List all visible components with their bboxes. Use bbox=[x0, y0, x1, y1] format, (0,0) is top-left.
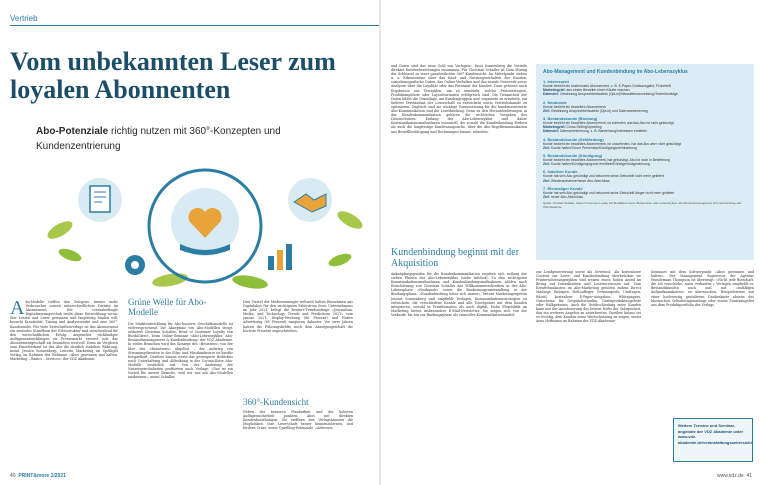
right-column-3 bbox=[651, 270, 754, 412]
left-column-3b bbox=[243, 410, 353, 470]
infobox-item-desc: Kunde hat sein Abo gekündigt und bekommt seine Zeitschrift nicht mehr geliefert bbox=[543, 174, 665, 179]
left-col1-text: bo-Modelle treffen den Zeitgeist. Immer mehr Verbraucher nutzen unterschiedlichste Dienste im Abonnement. Der coronabedingte Digitalisierungsschub treibt diese Entwicklung voran. Wer Lesern und Leser gewinnen und langfristig binden will, braucht Kreativität, Timing und Analysestärke und eine 360°-Kundensicht. Für viele Zeitschriftenverlage ist das Abonnement ein zentrales Standbein der Erlösstruktur und entscheidend für den wirtschaftlichen Erfolg. Angesichts rückläufiger Auflagenentwicklungen im Pressemarkt erweist sich das Abonnementgeschäft als besonders wertvoll. Denn im Vergleich zum Einzelverkauf ist das Abo die deutlich stabilere Währung, meint Jessica Sonnenberg, Leiterin Marketing im Spotlight Verlag, im Rahmen des Webinars »Abos gewinnen und halten: Marketing – Basics – Services« der VDZ Akademie. bbox=[10, 300, 118, 362]
right-col3-text: Seminars mit dem Schwerpunkt »Abos gewinnen und halten«. Der Management Supervisor der Agentur Wunderman Thompson ist überzeugt: »Nicht jede Botschaft, die ich verschicke, muss verkaufen.« Verlagen empfiehlt er, Bestandskunden auch mal mit »zufälligen Aufmerksamkeiten« zu überraschen. Beispielsweise mit einer hochwertig gestalteten Dankeskarte abseits des klassischen Geburtstagsmailings oder einem Zusatzangebot aus dem Produktportfolio des Verlags. bbox=[651, 270, 754, 307]
infobox-item bbox=[543, 153, 747, 166]
infobox-item bbox=[543, 186, 747, 199]
infobox-item-desc: Kunde bezieht ein bezahltes Abonnement, ist zufrieden und das Abo ist nicht gekündigt bbox=[543, 121, 674, 126]
infobox-item-goal: Ziel: neuer Abo-Abschluss bbox=[543, 195, 583, 200]
subtitle-bold: Abo-Potenziale bbox=[36, 126, 109, 137]
subtitle-rest: richtig nutzen mit 360°-Konzepten und Kundenzentrierung bbox=[36, 126, 281, 152]
infobox-item-head: 5. Bestandskunde (Kündigung) bbox=[543, 153, 603, 159]
left-col3-text2: Neben der besseren Planbarkeit und der höheren Auflagensicherheit punkten Abos mit direkten Kundenbeziehungen: Sie eröffnen den Verlagshäusern die Möglichkeit, ihre Leserschaft besser kennenzulernen, und fördern Cross- sowie Upselling-Potenziale. »Adressen bbox=[243, 410, 353, 431]
page-number-right: 41 bbox=[746, 473, 752, 479]
article-headline: Vom unbekannten Leser zum loyalen Abonnenten bbox=[10, 47, 336, 104]
infobox-item bbox=[543, 79, 747, 97]
left-col2-heading: Grüne Welle für Abo-Modelle bbox=[128, 297, 207, 317]
infobox-item-head: 4. Bestandskunde (Gefährdung) bbox=[543, 136, 604, 142]
section-tag: Vertrieb bbox=[10, 14, 38, 23]
drop-cap: A bbox=[10, 300, 25, 319]
article-subtitle bbox=[36, 124, 346, 154]
right-column-1 bbox=[391, 64, 527, 240]
magazine-name: PRINT&more 1/2021 bbox=[18, 473, 66, 479]
infobox-item-goal: Ziel: Wiederaufnahme/neuer Abo-Abschluss bbox=[543, 178, 610, 183]
right-column-2 bbox=[536, 270, 641, 470]
left-col3-heading: 360°-Kundensicht bbox=[243, 397, 309, 407]
left-page bbox=[0, 0, 379, 485]
infobox-item-head: 2. Neukunde bbox=[543, 99, 567, 105]
infobox-item-goal: Ziel: Kunde halten/Churn Prevention/Kündigungsverhinderung bbox=[543, 145, 637, 150]
infobox-item-goal: Ziel: Gewinnung Ansprechberlaubnis (Opt-in) und Datenanreicherung bbox=[543, 108, 648, 113]
right-footer bbox=[717, 473, 752, 479]
chart-icon bbox=[268, 244, 292, 270]
infobox-item bbox=[543, 116, 747, 134]
right-col1-heading: Kundenbindung beginnt mit der Akquisition bbox=[391, 247, 520, 269]
left-footer bbox=[10, 473, 66, 479]
right-col1-text: und Daten sind das neue Gold von Verlagen«, fasst Sonnenberg die Vorteile direkter Kundenbeziehungen zusammen. Für Christian Schaller ist Data Mining der Schlüssel zu einer ganzheitlichen 360°-Kundensicht. Im Mittelpunkt stehen u. a. Erkenntnisse über das Kauf- und Nutzungsverhalten der Kunden, soziodemografische Daten, das Online-Verhalten und das soziale Netzwerk sowie Analysen über die Loyalität oder das Potenzial der Kunden. Dazu gehören auch Ergebnisse aus Testzyklen, um zu ermitteln, welche Preisstrategien, Produktangebote oder Layoutvarianten erfolgreich sind. Die Gesamtheit der Daten bildet die Grundlage, um Kundengruppen und -segmente zu ermitteln, ein tieferes Verständnis der Leserschaft zu entwickeln sowie Vertriebskanäle zu optimieren. Zugleich sind sie wichtige Voraussetzung für die kundenzentrierte Abo-Kommunikation und die Leserbindung. Denn zu den Herausforderungen in der Kundenkommunikation gehören die rechtlichen Vorgaben des Datenschutzes. Entlang des Abo-Lebenszyklus sind daher Kommunikationsmaßnahmen essenziell, die sowohl die Kundenbindung fördern als auch die langfristige Kundenansprache, über die Abo-Regelkommunikation aus Bestellbestätigung und Rechnungen hinaus, erlauben. bbox=[391, 64, 527, 134]
left-column-3 bbox=[243, 300, 353, 394]
infobox-title: Abo-Management und Kundenbindung im Abo-Lebenszyklus bbox=[543, 69, 688, 75]
contract-icon bbox=[78, 178, 122, 222]
right-col1-text2: Anknüpfungspunkte für die Kundenkommunikation ergeben sich entlang der sieben Phasen des Abo-Lebenszyklus (siehe Infobox). Zu den wichtigsten Kommunikationsmaßnahmen und Kundenbindungsmaßnahmen zählen nach Einschätzung von Christian Schaller das Willkommensschreiben in der Abo-Lebensphase »Neukunde« sowie die Bankeinzugsumwandlung in der Bindungsphase. »Kundenbindung lohnt sich immer«, betont Marketingexpertin Jessica Sonnenberg und empfiehlt Verlagen, Kommunikationsstrategien zu entwickeln, die verschiedene Kanäle und alle Touchpoints mit dem Kunden integrieren, sowohl in Printformaten als auch digital. Hohe Flexibilität im Marketing bieten insbesondere E-Mail-Newsletter. Sie zeigen sich von der Verkaufs- bis hin zur Bindungsphase als sinnvolles Kommunikationsmittel. bbox=[391, 272, 527, 317]
heart-hand-icon bbox=[171, 188, 239, 256]
left-col2-text: Die Marktentwicklung für Abo-basierte Geschäftsmodelle ist vielversprechend: Die Akzeptanz von Abo-Modellen steigt, erläutert Christian Schaller, Head of Customer Loyalty von BurdaDirect, beim Online-Seminar »Abo-Lebenszyklus: Abo-Bestandsmanagement & Kundenbindung« der VDZ Akademie. In vielen Branchen wird das Konzept des »Besitzens« von der Idee des »Benutzens« abgelöst – der Aufstieg von Streamingdiensten in der Film- und Musikindustrie ist hierfür beispielhaft. Darüber hinaus werte das gesteigerte Bedürfnis nach Unterhaltung und Ablenkung in der Corona-Krise Abo-Modelle zusätzlich auf. Von der Änderung der Nutzergewohnheiten profitieren auch Verlage: »Das ist ein Vorteil für unsere Branche, weil wir uns mit Abo-Modellen auskennen«, meint Schaller. bbox=[128, 322, 233, 380]
right-col2-text: zur Leadgenerierung sowie als Newstool. Als kostenloser Content zur Leser- und Kundenbindung überbrücken sie Printerscheinungszyklen und weisen einen hohen Anteil an Bezug auf Interaktionen und Leserinteressen auf. Zum Kreativbaukasten im Abo-Marketing gehören zudem Direct Mailings, Beilagen, Heftaufleger, Gewinnspiele, Umfragen, Rätsel, kostenlose E-Paper-Ausgaben, Whitepapers, Gutscheine für Gesprächsrunden, Gratisproduktangebote oder Halbprämien. Auch die Verabschiedung eines Kunden kann mit der Aussteuerung des letzten Hefts der Gelegenheit, ihm ein weiteres Angebot zu unterbreiten. Darüber hinaus sei es wichtig, dem Kunden seine Wertschätzung zu zeigen, meint Arno Hoffmann im Rahmen des VDZ-Akademie- bbox=[536, 270, 641, 324]
infobox-item-head: 7. Ehemaliger Kunde bbox=[543, 185, 583, 191]
left-column-1 bbox=[10, 300, 118, 470]
right-column-1b bbox=[391, 272, 527, 468]
right-page bbox=[381, 0, 760, 485]
infobox-item-head: 6. Inaktiver Kunde bbox=[543, 169, 578, 175]
infobox-item-desc: Kunde hat sein Abo gekündigt und bekommt seine Zeitschrift länger nicht mehr geliefert bbox=[543, 190, 675, 195]
left-column-2 bbox=[128, 322, 233, 470]
infobox-item bbox=[543, 100, 747, 113]
infobox-item-goal2: Datenziel: Gewinnung Ansprechberlaubnis (Opt-in)/Newsletteranmeldung/Testreihenfolge bbox=[543, 92, 678, 97]
gear-icon bbox=[125, 255, 145, 275]
infobox-item-head: 1. Interessent bbox=[543, 79, 569, 84]
left-col3-text: Drei Viertel der Medienmanager weltweit halten Einnahmen aus Digitalabos für den wichtigsten Erlösstrom ihres Unternehmens im Jahr 2021, belegt die Reuters-Trendumfrage »Journalism, Media, and Technology Trends and Predictions 2021« vom Januar 2021. Display-Werbung (66 Prozent) und Native Advertising (61 Prozent) rangieren dahinter. Vor zwei Jahren hatten die Führungskräfte noch dem Anzeigengeschäft die höchste Priorität zugeschrieben. bbox=[243, 300, 353, 333]
infobox-item-goal: Marketingziel: Cross-Selling/Upselling bbox=[543, 125, 602, 130]
seminar-info-text[interactable]: Weitere Termine und Seminar-angebote der VDZ Akademie unter www.vdz-akademie.de/veranstaltungsuebersicht bbox=[678, 423, 752, 445]
website-url[interactable]: www.vdz.de bbox=[716, 473, 744, 479]
infobox-item-goal2: Datenziel: Datenanreicherung, z. B. Bankeinzug/Interessen ermitteln bbox=[543, 129, 647, 134]
page-number-left: 40 bbox=[10, 473, 16, 479]
seminar-info-box[interactable] bbox=[673, 418, 753, 462]
infobox-item-desc: Kunde bezieht ein bezahltes Abonnement bbox=[543, 104, 606, 109]
infobox-item bbox=[543, 137, 747, 150]
subscription-illustration bbox=[40, 160, 370, 292]
abo-lifecycle-infobox bbox=[536, 64, 754, 260]
infobox-item-goal: Ziel: Kunde halten/Kündigungsgrund ermitteln/Kündigerrückgewinnung bbox=[543, 162, 650, 167]
infobox-item-desc: Kunde bezieht ein bezahltes Abonnement, hat gekündigt, Abo ist noch in Belieferung bbox=[543, 158, 670, 163]
infobox-item-head: 3. Bestandskunde (Bindung) bbox=[543, 116, 598, 122]
infobox-item-desc: Kunde bezieht ein bezahltes Abonnement, ist unzufrieden, hat das Abo aber nicht gekündigt bbox=[543, 141, 681, 146]
handshake-icon bbox=[288, 178, 332, 222]
infobox-item-desc: Kunde bezieht ein kostenloses Abonnement, z. B. E-Paper-Gratisausgabe, Probeheft bbox=[543, 84, 671, 88]
section-rule bbox=[10, 25, 379, 26]
infobox-item bbox=[543, 169, 747, 182]
infobox-item-goal: Marketingziel: aus einem Besteller einen Käufer machen bbox=[543, 88, 630, 93]
infobox-source: Quelle: Christian Schaller, Head of Customer Loyalty bei BurdaDirect beim Webseminar »Abo-Lebenszyklus: Abo-Bestandsmanagement & Kundenbindung« der VDZ Akademie bbox=[543, 201, 742, 209]
